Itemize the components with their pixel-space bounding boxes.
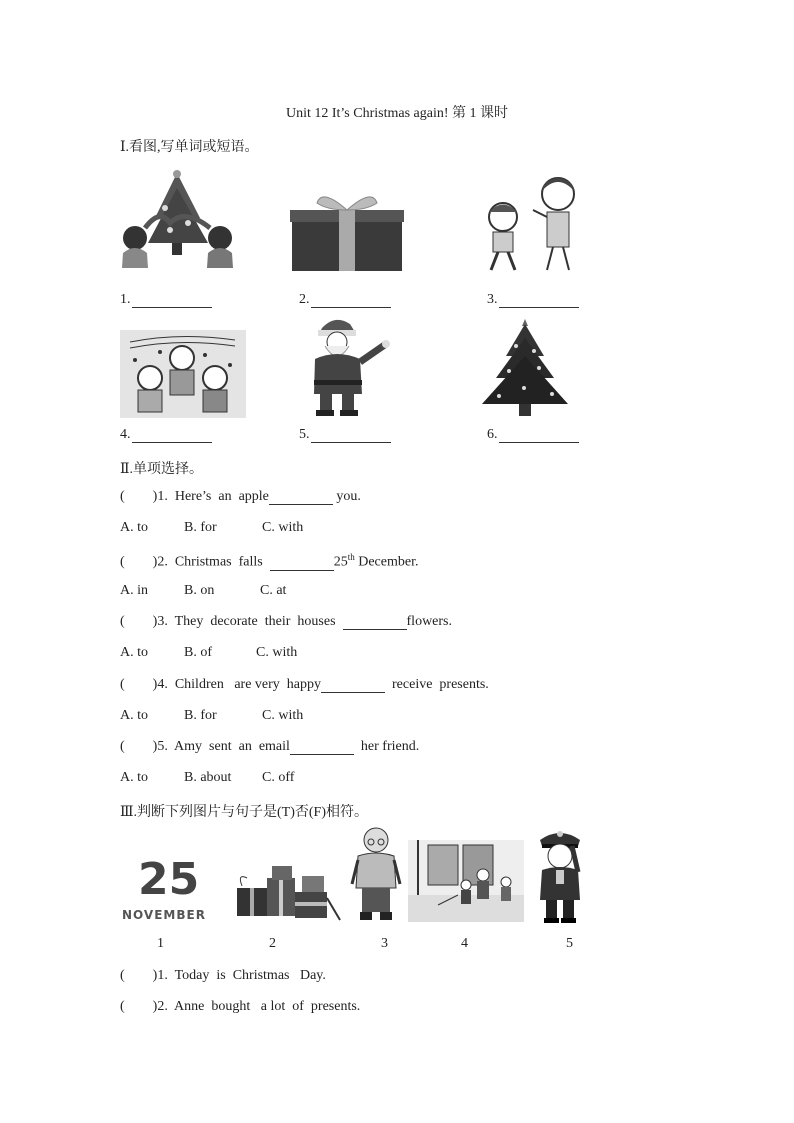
question-5: ( )5. Amy sent an email her friend. — [120, 739, 420, 754]
gift-box-picture — [287, 188, 407, 273]
blank-1[interactable]: 1. — [120, 292, 212, 308]
option-b[interactable]: B. on — [184, 583, 215, 598]
option-c[interactable]: C. with — [262, 708, 304, 723]
blank-4[interactable]: 4. — [120, 427, 212, 443]
option-a[interactable]: A. to — [120, 645, 148, 660]
santa-claus-picture — [300, 314, 392, 418]
option-a[interactable]: A. to — [120, 520, 148, 535]
presents-pile-picture — [232, 858, 342, 924]
option-c[interactable]: C. with — [262, 520, 304, 535]
option-a[interactable]: A. in — [120, 583, 148, 598]
blank-2[interactable]: 2. — [299, 292, 391, 308]
option-b[interactable]: B. for — [184, 520, 217, 535]
option-b[interactable]: B. for — [184, 708, 217, 723]
page-title: Unit 12 It’s Christmas again! 第 1 课时 — [285, 106, 509, 121]
carol-singers-picture — [120, 330, 246, 418]
question-1: ( )1. Here’s an apple you. — [120, 489, 361, 504]
picture-number-3: 3 — [381, 936, 388, 951]
christmas-party-picture — [120, 168, 235, 273]
answer-blank[interactable] — [290, 740, 354, 755]
picture-number-4: 4 — [461, 936, 468, 951]
november-calendar-picture: 25 NOVEMBER — [122, 854, 206, 922]
option-a[interactable]: A. to — [120, 708, 148, 723]
picture-number-2: 2 — [269, 936, 276, 951]
answer-blank[interactable]: ( ) — [120, 968, 158, 983]
answer-blank[interactable] — [270, 556, 334, 571]
christmas-tree-picture — [474, 316, 576, 418]
blank-3[interactable]: 3. — [487, 292, 579, 308]
tf-question-1: ( )1. Today is Christmas Day. — [120, 968, 326, 983]
greeting-children-picture — [473, 172, 603, 274]
police-officer-picture — [532, 826, 588, 924]
answer-blank[interactable] — [343, 615, 407, 630]
family-outside-picture — [408, 840, 524, 922]
option-c[interactable]: C. off — [262, 770, 295, 785]
blank-6[interactable]: 6. — [487, 427, 579, 443]
answer-blank[interactable] — [269, 490, 333, 505]
question-2: ( )2. Christmas falls 25th December. — [120, 552, 419, 570]
option-a[interactable]: A. to — [120, 770, 148, 785]
section-2-heading: Ⅱ.单项选择。 — [120, 462, 204, 477]
tf-question-2: ( )2. Anne bought a lot of presents. — [120, 999, 361, 1014]
section-1-heading: Ⅰ.看图,写单词或短语。 — [120, 140, 259, 155]
picture-number-5: 5 — [566, 936, 573, 951]
question-3: ( )3. They decorate their houses flowers. — [120, 614, 453, 629]
answer-blank[interactable]: ( ) — [120, 999, 158, 1014]
grandmother-picture — [350, 826, 402, 924]
option-c[interactable]: C. at — [260, 583, 287, 598]
picture-number-1: 1 — [157, 936, 164, 951]
option-b[interactable]: B. about — [184, 770, 232, 785]
section-3-heading: Ⅲ.判断下列图片与句子是(T)否(F)相符。 — [120, 805, 368, 820]
option-c[interactable]: C. with — [256, 645, 298, 660]
question-4: ( )4. Children are very happy receive presents. — [120, 677, 489, 692]
answer-blank[interactable] — [321, 678, 385, 693]
option-b[interactable]: B. of — [184, 645, 212, 660]
blank-5[interactable]: 5. — [299, 427, 391, 443]
